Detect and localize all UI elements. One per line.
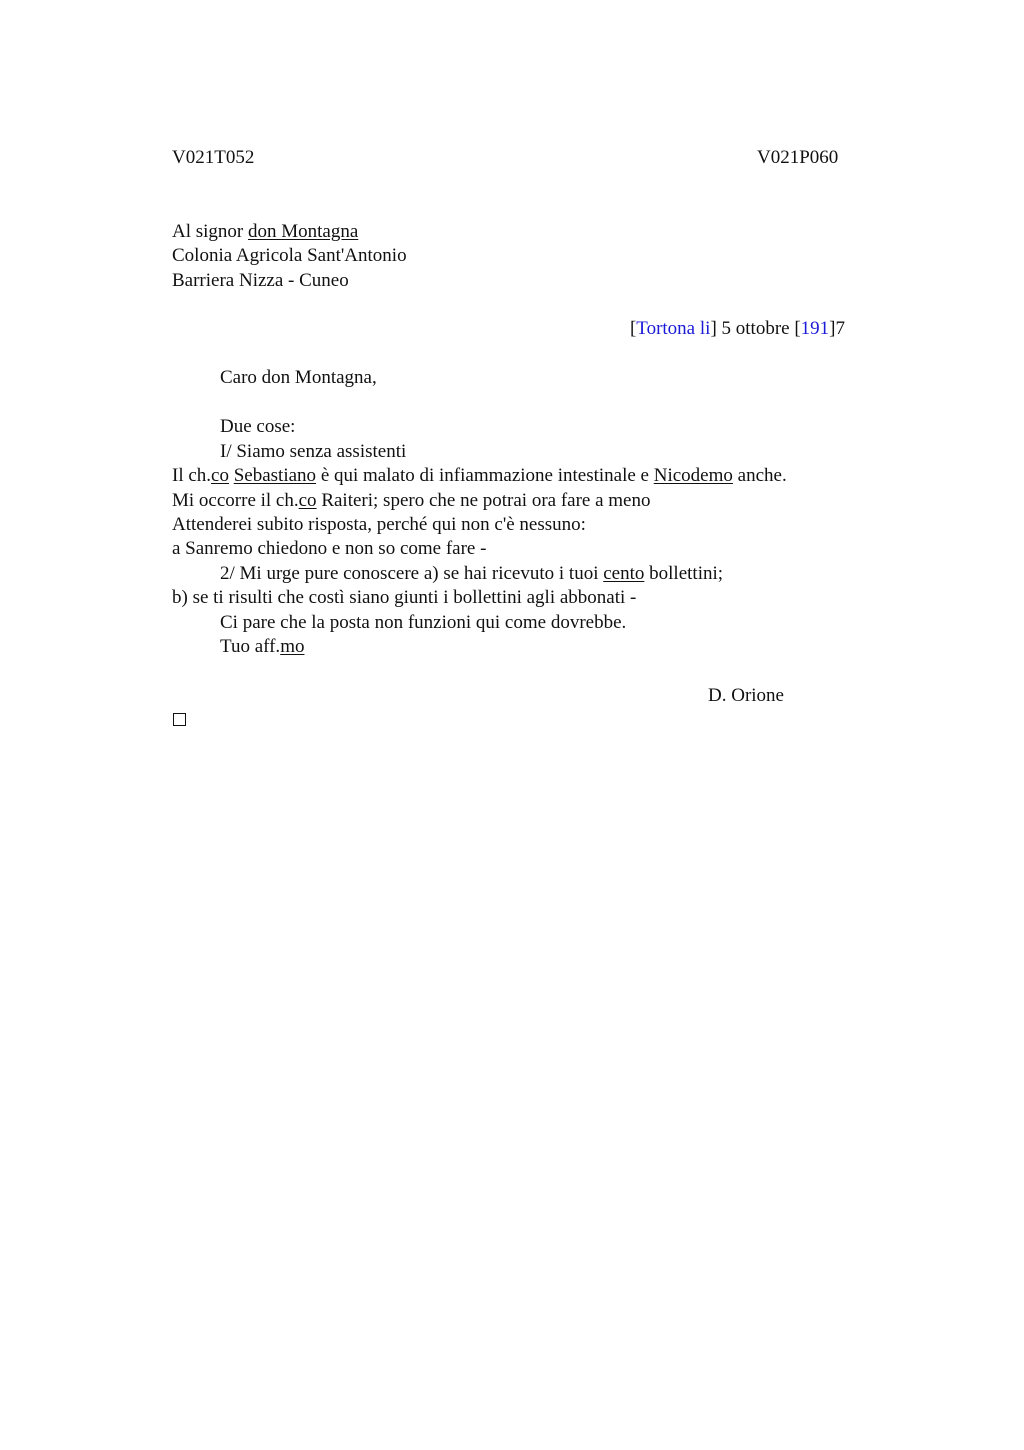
- document-code-right: V021P060: [757, 147, 839, 168]
- signature: D. Orione: [708, 685, 784, 706]
- date-line: [630, 317, 845, 341]
- closing: [220, 635, 304, 659]
- address-line-3: Barriera Nizza - Cuneo: [172, 270, 349, 291]
- date-bracket: [: [629, 318, 637, 339]
- text-segment: 2/ Mi urge pure conoscere a) se hai ricevuto i tuoi: [220, 563, 604, 584]
- body-point-1: I/ Siamo senza assistenti: [220, 441, 407, 462]
- salutation: Caro don Montagna,: [220, 367, 377, 388]
- body-line-e: b) se ti risulti che costì siano giunti i bollettini agli abbonati -: [172, 587, 637, 608]
- address-line-1: [172, 220, 358, 244]
- date-bracket: ]: [710, 318, 717, 339]
- text-segment: bollettini;: [644, 563, 724, 584]
- date-year-prefix: 191: [800, 318, 830, 339]
- text-segment: Tuo aff.: [220, 636, 281, 657]
- date-place: Tortona li: [636, 318, 711, 339]
- text-segment: Mi occorre il ch.: [172, 490, 299, 511]
- address-prefix: Al signor: [172, 221, 248, 242]
- name-nicodemo: Nicodemo: [653, 465, 733, 486]
- text-segment: anche.: [732, 465, 787, 486]
- body-intro: Due cose:: [220, 416, 296, 437]
- date-bracket: [: [794, 318, 801, 339]
- text-segment: Raiteri; spero che ne potrai ora fare a meno: [316, 490, 651, 511]
- body-line-f: Ci pare che la posta non funzioni qui come dovrebbe.: [220, 612, 627, 633]
- date-year-suffix: 7: [835, 318, 845, 339]
- address-line-2: Colonia Agricola Sant'Antonio: [172, 245, 407, 266]
- abbreviation-mo: mo: [280, 636, 305, 657]
- recipient-name: don Montagna: [248, 221, 359, 242]
- body-line-c: Attenderei subito risposta, perché qui non c'è nessuno:: [172, 514, 586, 535]
- word-cento: cento: [603, 563, 645, 584]
- end-of-document-box-icon: [173, 713, 186, 726]
- name-sebastiano: Sebastiano: [233, 465, 317, 486]
- body-point-2: [220, 562, 723, 586]
- date-day-month: 5 ottobre: [716, 318, 795, 339]
- body-line-d: a Sanremo chiedono e non so come fare -: [172, 538, 487, 559]
- date-bracket: ]: [829, 318, 836, 339]
- abbreviation-co: co: [211, 465, 229, 486]
- text-segment: Il ch.: [172, 465, 212, 486]
- body-line-b: [172, 489, 651, 513]
- body-line-a: [172, 464, 787, 488]
- abbreviation-co: co: [298, 490, 317, 511]
- document-code-left: V021T052: [172, 147, 255, 168]
- text-segment: è qui malato di infiammazione intestinale e: [316, 465, 654, 486]
